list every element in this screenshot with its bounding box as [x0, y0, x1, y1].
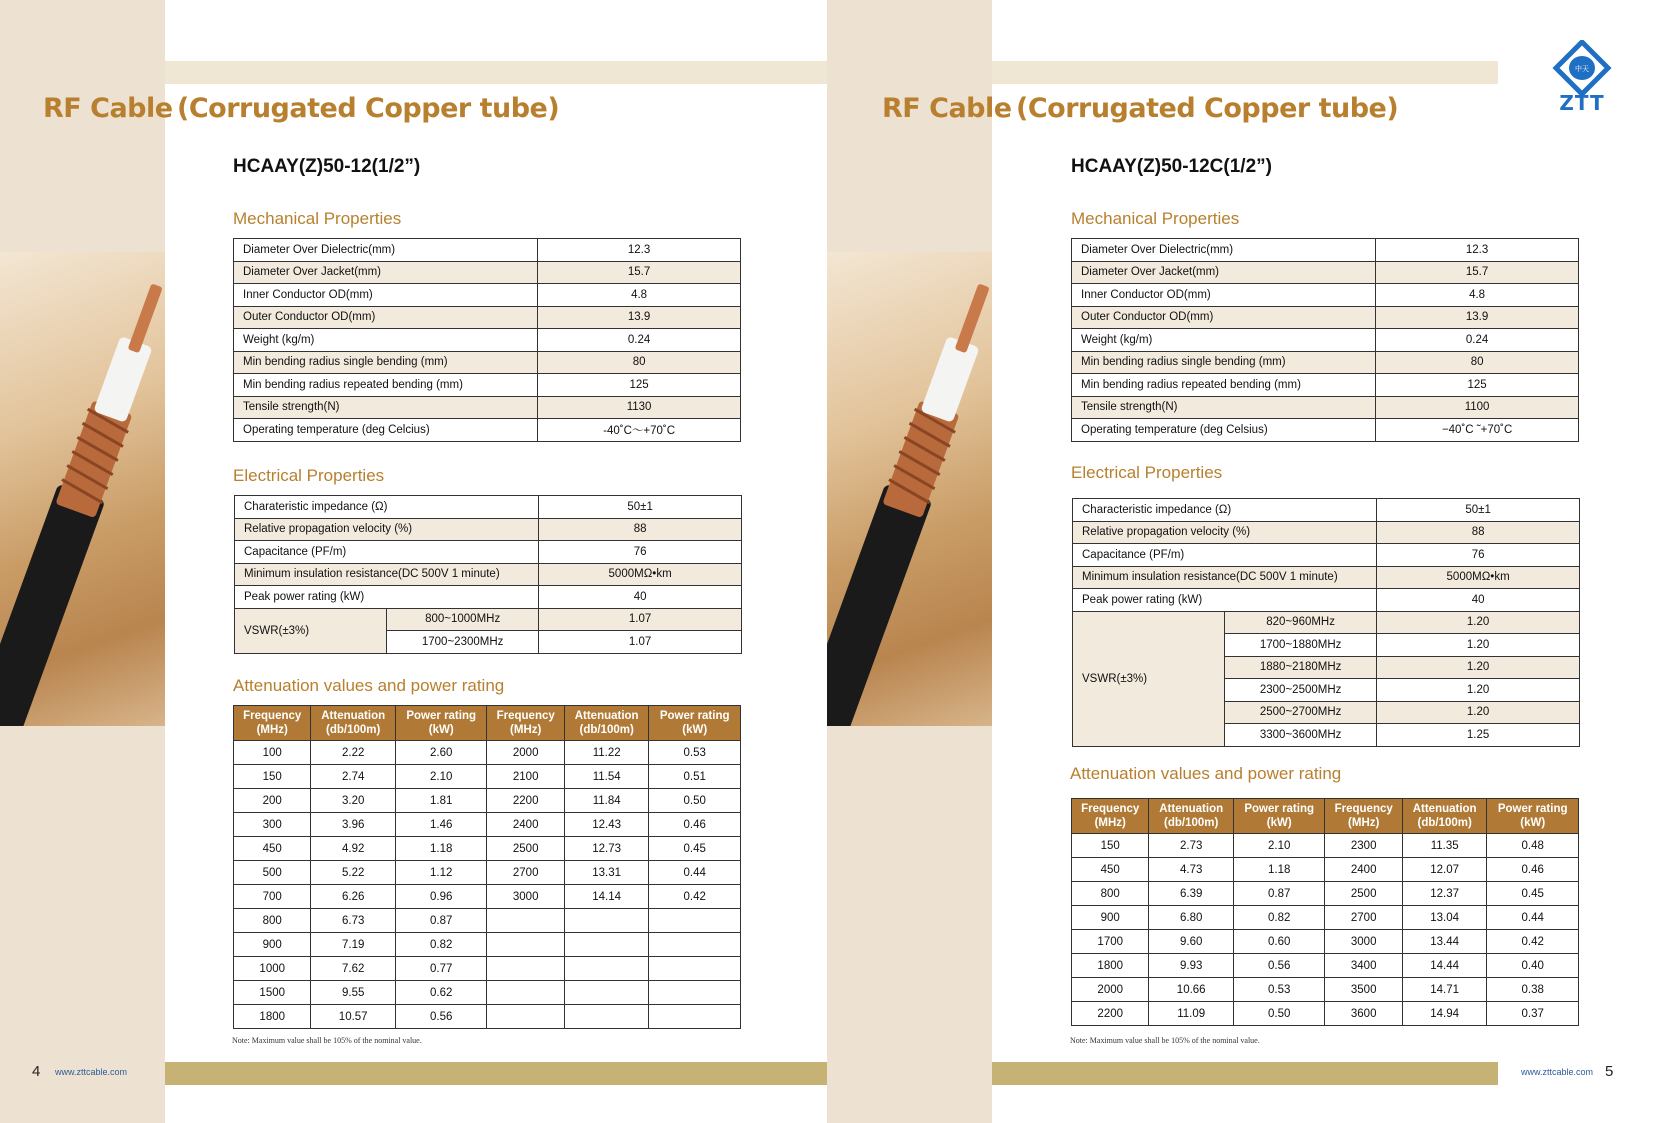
- property-name: Peak power rating (kW): [235, 586, 539, 609]
- title-subtitle: (Corrugated Copper tube): [177, 93, 560, 124]
- table-cell: [487, 933, 564, 957]
- mechanical-heading: Mechanical Properties: [1071, 209, 1240, 228]
- ztt-logo-icon: [1552, 40, 1612, 96]
- property-value: 13.9: [538, 306, 741, 329]
- table-row: [235, 563, 742, 586]
- property-value: 15.7: [1376, 261, 1579, 284]
- table-cell: 800: [234, 909, 311, 933]
- table-cell: [649, 909, 741, 933]
- table-cell: 0.60: [1233, 930, 1325, 954]
- property-value: 0.24: [1376, 329, 1579, 352]
- vswr-value: 1.20: [1377, 701, 1580, 724]
- property-name: Diameter Over Jacket(mm): [234, 261, 538, 284]
- vswr-frequency: 3300~3600MHz: [1225, 724, 1377, 747]
- property-name: Diameter Over Dielectric(mm): [1072, 239, 1376, 262]
- property-name: Min bending radius repeated bending (mm): [234, 374, 538, 397]
- table-cell: 9.93: [1149, 954, 1233, 978]
- table-cell: 0.53: [649, 741, 741, 765]
- property-value: 0.24: [538, 329, 741, 352]
- table-cell: 2100: [487, 765, 564, 789]
- table-cell: 7.19: [311, 933, 395, 957]
- table-row: [234, 306, 741, 329]
- vswr-value: 1.20: [1377, 656, 1580, 679]
- table-cell: 2400: [1325, 858, 1402, 882]
- table-row: [234, 261, 741, 284]
- table-cell: 450: [234, 837, 311, 861]
- vswr-value: 1.07: [539, 631, 742, 654]
- website-link[interactable]: www.zttcable.com: [1521, 1067, 1594, 1077]
- vswr-value: 1.20: [1377, 611, 1580, 634]
- property-name: Inner Conductor OD(mm): [234, 284, 538, 307]
- table-cell: 14.44: [1402, 954, 1486, 978]
- property-value: 76: [1377, 544, 1580, 567]
- column-header: Attenuation (db/100m): [1149, 799, 1233, 834]
- table-cell: 3000: [487, 885, 564, 909]
- table-cell: 2500: [1325, 882, 1402, 906]
- table-cell: 0.48: [1487, 834, 1579, 858]
- table-cell: 0.44: [649, 861, 741, 885]
- property-name: Peak power rating (kW): [1073, 589, 1377, 612]
- table-cell: 500: [234, 861, 311, 885]
- table-cell: [649, 933, 741, 957]
- table-cell: 11.54: [564, 765, 648, 789]
- property-name: Outer Conductor OD(mm): [1072, 306, 1376, 329]
- table-row: [234, 239, 741, 262]
- table-row: [235, 496, 742, 519]
- table-cell: 2200: [1072, 1002, 1149, 1026]
- vswr-frequency: 2500~2700MHz: [1225, 701, 1377, 724]
- property-name: Min bending radius single bending (mm): [1072, 351, 1376, 374]
- column-header: Frequency (MHz): [1325, 799, 1402, 834]
- page-number: 5: [1605, 1063, 1614, 1080]
- page-title: [882, 93, 1399, 124]
- table-row: [1072, 906, 1579, 930]
- vswr-value: 1.25: [1377, 724, 1580, 747]
- table-row: [234, 837, 741, 861]
- table-cell: 0.45: [649, 837, 741, 861]
- table-row: [234, 284, 741, 307]
- table-cell: 700: [234, 885, 311, 909]
- table-row: [1072, 930, 1579, 954]
- table-cell: 3500: [1325, 978, 1402, 1002]
- table-cell: 11.22: [564, 741, 648, 765]
- table-row: [1072, 834, 1579, 858]
- table-cell: 1800: [1072, 954, 1149, 978]
- property-value: 88: [539, 518, 742, 541]
- table-row: [1073, 544, 1580, 567]
- title-subtitle: (Corrugated Copper tube): [1016, 93, 1399, 124]
- title-rf-cable: RF Cable: [43, 93, 173, 124]
- property-name: Capacitance (PF/m): [1073, 544, 1377, 567]
- table-cell: 1000: [234, 957, 311, 981]
- table-row: [1073, 589, 1580, 612]
- table-row: [1072, 239, 1579, 262]
- table-row: [234, 1005, 741, 1029]
- table-cell: 0.62: [395, 981, 487, 1005]
- table-cell: 0.46: [1487, 858, 1579, 882]
- attenuation-heading: Attenuation values and power rating: [1070, 764, 1342, 783]
- property-value: -40˚C～+70˚C: [538, 419, 741, 442]
- page-right: [827, 0, 1654, 1123]
- table-cell: 0.45: [1487, 882, 1579, 906]
- model-name: HCAAY(Z)50-12(1/2”): [233, 156, 421, 177]
- table-cell: 4.73: [1149, 858, 1233, 882]
- table-cell: 0.51: [649, 765, 741, 789]
- table-cell: 0.82: [1233, 906, 1325, 930]
- table-cell: 0.56: [395, 1005, 487, 1029]
- table-cell: 0.96: [395, 885, 487, 909]
- property-value: 5000MΩ•km: [1377, 566, 1580, 589]
- property-value: 13.9: [1376, 306, 1579, 329]
- table-cell: 2.10: [395, 765, 487, 789]
- table-row: [234, 419, 741, 442]
- table-cell: 3.20: [311, 789, 395, 813]
- table-cell: 1800: [234, 1005, 311, 1029]
- table-row: [234, 957, 741, 981]
- table-cell: 150: [1072, 834, 1149, 858]
- table-cell: [649, 981, 741, 1005]
- property-name: Operating temperature (deg Celsius): [1072, 419, 1376, 442]
- vswr-frequency: 1700~1880MHz: [1225, 634, 1377, 657]
- table-row: [234, 374, 741, 397]
- property-value: 5000MΩ•km: [539, 563, 742, 586]
- table-cell: 0.44: [1487, 906, 1579, 930]
- vswr-frequency: 1700~2300MHz: [387, 631, 539, 654]
- electrical-table: [1072, 498, 1580, 747]
- table-cell: 14.94: [1402, 1002, 1486, 1026]
- property-name: Weight (kg/m): [234, 329, 538, 352]
- table-cell: 12.43: [564, 813, 648, 837]
- table-cell: 14.71: [1402, 978, 1486, 1002]
- table-cell: 6.39: [1149, 882, 1233, 906]
- table-cell: 0.77: [395, 957, 487, 981]
- property-value: 1100: [1376, 396, 1579, 419]
- table-cell: 450: [1072, 858, 1149, 882]
- property-name: Relative propagation velocity (%): [1073, 521, 1377, 544]
- table-cell: 1500: [234, 981, 311, 1005]
- column-header: Power rating (kW): [649, 706, 741, 741]
- column-header: Power rating (kW): [395, 706, 487, 741]
- property-name: Outer Conductor OD(mm): [234, 306, 538, 329]
- table-cell: [649, 1005, 741, 1029]
- table-cell: 4.92: [311, 837, 395, 861]
- attenuation-heading: Attenuation values and power rating: [233, 676, 505, 695]
- table-cell: 13.31: [564, 861, 648, 885]
- table-cell: [487, 981, 564, 1005]
- table-cell: 10.57: [311, 1005, 395, 1029]
- table-cell: [649, 957, 741, 981]
- electrical-heading: Electrical Properties: [1071, 463, 1223, 482]
- mechanical-table: [233, 238, 741, 442]
- vswr-frequency: 800~1000MHz: [387, 608, 539, 631]
- property-value: 125: [538, 374, 741, 397]
- property-value: 4.8: [538, 284, 741, 307]
- property-name: Charateristic impedance (Ω): [235, 496, 539, 519]
- table-cell: 900: [234, 933, 311, 957]
- property-name: Tensile strength(N): [1072, 396, 1376, 419]
- table-cell: 0.38: [1487, 978, 1579, 1002]
- table-cell: 12.37: [1402, 882, 1486, 906]
- table-row: [1072, 419, 1579, 442]
- table-cell: 5.22: [311, 861, 395, 885]
- property-value: 40: [539, 586, 742, 609]
- table-cell: 3000: [1325, 930, 1402, 954]
- cable-illustration: [827, 252, 992, 726]
- table-cell: [564, 1005, 648, 1029]
- table-cell: 2.73: [1149, 834, 1233, 858]
- table-cell: 0.37: [1487, 1002, 1579, 1026]
- property-value: 88: [1377, 521, 1580, 544]
- table-cell: 2.74: [311, 765, 395, 789]
- cable-image: [0, 252, 165, 726]
- page-number: 4: [32, 1063, 41, 1080]
- property-name: Diameter Over Jacket(mm): [1072, 261, 1376, 284]
- table-cell: 2300: [1325, 834, 1402, 858]
- table-row: [234, 933, 741, 957]
- table-cell: 0.46: [649, 813, 741, 837]
- table-cell: 0.50: [649, 789, 741, 813]
- table-cell: 13.44: [1402, 930, 1486, 954]
- ztt-logo: [1552, 40, 1612, 115]
- table-row: [234, 329, 741, 352]
- column-header: Frequency (MHz): [234, 706, 311, 741]
- property-value: 12.3: [538, 239, 741, 262]
- property-name: Relative propagation velocity (%): [235, 518, 539, 541]
- page-title: [43, 93, 560, 124]
- property-value: 80: [1376, 351, 1579, 374]
- footer-band: [165, 1062, 827, 1085]
- table-header-row: [1072, 799, 1579, 834]
- table-cell: 6.26: [311, 885, 395, 909]
- table-row: [1073, 566, 1580, 589]
- logo-text: ZTT: [1559, 91, 1605, 115]
- table-cell: 2.22: [311, 741, 395, 765]
- table-cell: 3400: [1325, 954, 1402, 978]
- table-row: [235, 608, 742, 631]
- table-row: [234, 861, 741, 885]
- property-value: 50±1: [539, 496, 742, 519]
- table-cell: 0.53: [1233, 978, 1325, 1002]
- table-cell: 11.84: [564, 789, 648, 813]
- property-name: Capacitance (PF/m): [235, 541, 539, 564]
- table-cell: 3600: [1325, 1002, 1402, 1026]
- table-cell: 6.80: [1149, 906, 1233, 930]
- attenuation-table: [233, 705, 741, 1029]
- table-row: [1072, 306, 1579, 329]
- vswr-label: VSWR(±3%): [1073, 611, 1225, 746]
- footnote: Note: Maximum value shall be 105% of the nominal value.: [1070, 1036, 1260, 1045]
- vswr-label: VSWR(±3%): [235, 608, 387, 653]
- column-header: Attenuation (db/100m): [564, 706, 648, 741]
- property-name: Min bending radius single bending (mm): [234, 351, 538, 374]
- column-header: Attenuation (db/100m): [311, 706, 395, 741]
- property-name: Minimum insulation resistance(DC 500V 1 minute): [1073, 566, 1377, 589]
- property-value: 12.3: [1376, 239, 1579, 262]
- table-cell: 1.12: [395, 861, 487, 885]
- table-cell: 1700: [1072, 930, 1149, 954]
- table-cell: [487, 957, 564, 981]
- mechanical-table: [1071, 238, 1579, 442]
- table-row: [234, 813, 741, 837]
- table-row: [1073, 499, 1580, 522]
- property-value: 125: [1376, 374, 1579, 397]
- table-row: [1073, 521, 1580, 544]
- property-value: 15.7: [538, 261, 741, 284]
- table-cell: 3.96: [311, 813, 395, 837]
- table-cell: [487, 1005, 564, 1029]
- attenuation-table: [1071, 798, 1579, 1026]
- table-cell: 1.18: [395, 837, 487, 861]
- property-name: Minimum insulation resistance(DC 500V 1 minute): [235, 563, 539, 586]
- table-row: [234, 396, 741, 419]
- vswr-frequency: 1880~2180MHz: [1225, 656, 1377, 679]
- table-cell: [487, 909, 564, 933]
- table-cell: 300: [234, 813, 311, 837]
- table-row: [234, 909, 741, 933]
- table-row: [1072, 261, 1579, 284]
- table-cell: [564, 957, 648, 981]
- table-cell: 7.62: [311, 957, 395, 981]
- table-cell: 1.18: [1233, 858, 1325, 882]
- table-cell: 0.50: [1233, 1002, 1325, 1026]
- table-cell: 12.73: [564, 837, 648, 861]
- cable-image: [827, 252, 992, 726]
- table-cell: [564, 981, 648, 1005]
- property-name: Min bending radius repeated bending (mm): [1072, 374, 1376, 397]
- table-cell: 9.60: [1149, 930, 1233, 954]
- table-cell: 0.82: [395, 933, 487, 957]
- table-row: [1072, 396, 1579, 419]
- table-row: [234, 981, 741, 1005]
- title-rf-cable: RF Cable: [882, 93, 1012, 124]
- table-row: [234, 351, 741, 374]
- table-row: [1072, 858, 1579, 882]
- property-value: 40: [1377, 589, 1580, 612]
- table-cell: 11.09: [1149, 1002, 1233, 1026]
- table-row: [234, 885, 741, 909]
- table-cell: 2000: [1072, 978, 1149, 1002]
- logo-chinese-text: 中天: [1575, 65, 1589, 73]
- property-value: 76: [539, 541, 742, 564]
- table-cell: 100: [234, 741, 311, 765]
- table-cell: 2400: [487, 813, 564, 837]
- table-cell: 2500: [487, 837, 564, 861]
- table-cell: 150: [234, 765, 311, 789]
- table-cell: 0.42: [649, 885, 741, 909]
- table-row: [1072, 954, 1579, 978]
- top-band: [165, 61, 827, 84]
- table-row: [235, 586, 742, 609]
- property-name: Operating temperature (deg Celcius): [234, 419, 538, 442]
- table-cell: 1.81: [395, 789, 487, 813]
- table-cell: 14.14: [564, 885, 648, 909]
- property-name: Tensile strength(N): [234, 396, 538, 419]
- vswr-frequency: 820~960MHz: [1225, 611, 1377, 634]
- property-value: 50±1: [1377, 499, 1580, 522]
- table-cell: 2000: [487, 741, 564, 765]
- property-value: 4.8: [1376, 284, 1579, 307]
- table-cell: 10.66: [1149, 978, 1233, 1002]
- property-name: Inner Conductor OD(mm): [1072, 284, 1376, 307]
- table-row: [1072, 284, 1579, 307]
- table-cell: 11.35: [1402, 834, 1486, 858]
- table-cell: 12.07: [1402, 858, 1486, 882]
- footer-band: [992, 1062, 1498, 1085]
- table-cell: 0.40: [1487, 954, 1579, 978]
- website-link[interactable]: www.zttcable.com: [55, 1067, 128, 1077]
- column-header: Power rating (kW): [1487, 799, 1579, 834]
- table-cell: 9.55: [311, 981, 395, 1005]
- table-row: [1072, 351, 1579, 374]
- electrical-table: [234, 495, 742, 654]
- table-cell: 0.56: [1233, 954, 1325, 978]
- column-header: Frequency (MHz): [1072, 799, 1149, 834]
- table-cell: 0.42: [1487, 930, 1579, 954]
- table-cell: [564, 909, 648, 933]
- table-cell: 2.60: [395, 741, 487, 765]
- vswr-value: 1.20: [1377, 679, 1580, 702]
- table-row: [235, 518, 742, 541]
- mechanical-heading: Mechanical Properties: [233, 209, 402, 228]
- table-cell: 2700: [487, 861, 564, 885]
- property-name: Weight (kg/m): [1072, 329, 1376, 352]
- property-value: 1130: [538, 396, 741, 419]
- property-name: Diameter Over Dielectric(mm): [234, 239, 538, 262]
- table-cell: [564, 933, 648, 957]
- column-header: Frequency (MHz): [487, 706, 564, 741]
- table-row: [234, 765, 741, 789]
- table-cell: 13.04: [1402, 906, 1486, 930]
- table-cell: 2200: [487, 789, 564, 813]
- model-name: HCAAY(Z)50-12C(1/2”): [1071, 156, 1272, 177]
- table-cell: 2700: [1325, 906, 1402, 930]
- column-header: Attenuation (db/100m): [1402, 799, 1486, 834]
- footnote: Note: Maximum value shall be 105% of the nominal value.: [232, 1036, 422, 1045]
- property-name: Characteristic impedance (Ω): [1073, 499, 1377, 522]
- table-row: [1072, 329, 1579, 352]
- table-row: [235, 541, 742, 564]
- table-row: [1072, 882, 1579, 906]
- property-value: −40˚C ˜+70˚C: [1376, 419, 1579, 442]
- cable-illustration: [0, 252, 165, 726]
- table-row: [234, 741, 741, 765]
- property-value: 80: [538, 351, 741, 374]
- table-cell: 200: [234, 789, 311, 813]
- table-row: [1073, 611, 1580, 634]
- table-cell: 0.87: [1233, 882, 1325, 906]
- vswr-value: 1.20: [1377, 634, 1580, 657]
- table-cell: 6.73: [311, 909, 395, 933]
- table-cell: 1.46: [395, 813, 487, 837]
- table-header-row: [234, 706, 741, 741]
- vswr-frequency: 2300~2500MHz: [1225, 679, 1377, 702]
- table-row: [234, 789, 741, 813]
- table-row: [1072, 978, 1579, 1002]
- table-cell: 2.10: [1233, 834, 1325, 858]
- table-row: [1072, 1002, 1579, 1026]
- column-header: Power rating (kW): [1233, 799, 1325, 834]
- table-cell: 0.87: [395, 909, 487, 933]
- vswr-value: 1.07: [539, 608, 742, 631]
- table-cell: 800: [1072, 882, 1149, 906]
- electrical-heading: Electrical Properties: [233, 466, 385, 485]
- table-row: [1072, 374, 1579, 397]
- top-band: [992, 61, 1498, 84]
- table-cell: 900: [1072, 906, 1149, 930]
